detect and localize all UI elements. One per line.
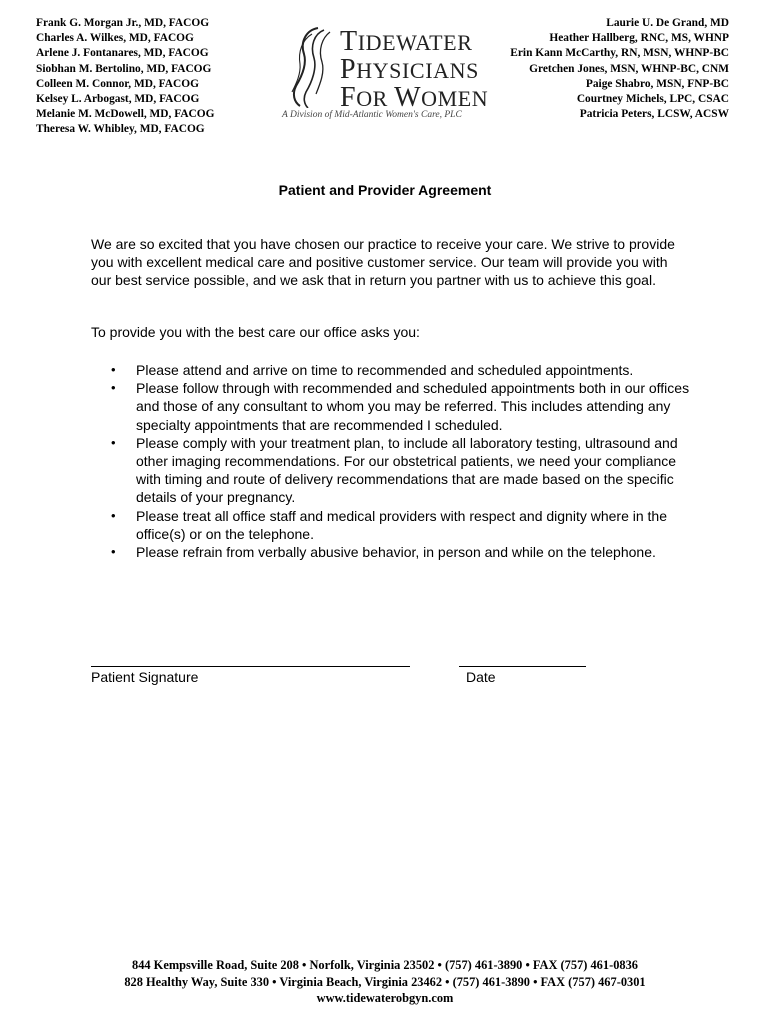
list-item-text: Please refrain from verbally abusive behavior, in person and while on the telephone. bbox=[136, 544, 656, 561]
provider-name: Laurie U. De Grand, MD bbox=[606, 17, 729, 29]
provider-name: Melanie M. McDowell, MD, FACOG bbox=[36, 108, 215, 121]
request-paragraph: To provide you with the best care our office asks you: bbox=[91, 324, 420, 340]
provider-name: Theresa W. Whibley, MD, FACOG bbox=[36, 123, 205, 136]
list-item-text: Please attend and arrive on time to recommended and scheduled appointments. bbox=[136, 362, 634, 378]
signature-label: Patient Signature bbox=[91, 669, 199, 685]
provider-name: Paige Shabro, MSN, FNP-BC bbox=[585, 77, 729, 90]
date-label: Date bbox=[466, 669, 496, 685]
signature-line[interactable] bbox=[91, 666, 410, 667]
provider-name: Heather Hallberg, RNC, MS, WHNP bbox=[549, 32, 729, 45]
practice-logo bbox=[280, 24, 490, 124]
provider-name: Kelsey L. Arbogast, MD, FACOG bbox=[36, 93, 200, 106]
logo-line-3: FOR WOMEN bbox=[340, 82, 489, 113]
footer-contact bbox=[0, 957, 770, 1007]
provider-name: Patricia Peters, LCSW, ACSW bbox=[579, 108, 729, 121]
footer-website: www.tidewaterobgyn.com bbox=[316, 991, 454, 1005]
bullet-icon: • bbox=[111, 362, 116, 377]
bullet-icon: • bbox=[111, 380, 116, 396]
provider-name: Charles A. Wilkes, MD, FACOG bbox=[36, 32, 194, 45]
list-item bbox=[91, 361, 691, 379]
provider-name: Arlene J. Fontanares, MD, FACOG bbox=[36, 47, 209, 60]
footer-address-virginia-beach: 828 Healthy Way, Suite 330 • Virginia Beach, Virginia 23462 • (757) 461-3890 • FAX (757) 467-0301 bbox=[124, 974, 646, 989]
list-item bbox=[91, 507, 691, 543]
providers-left-list bbox=[36, 16, 215, 138]
document-title: Patient and Provider Agreement bbox=[278, 182, 492, 198]
provider-name: Erin Kann McCarthy, RN, MSN, WHNP-BC bbox=[510, 47, 729, 60]
request-list bbox=[91, 361, 691, 561]
bullet-icon: • bbox=[111, 507, 116, 523]
bullet-icon: • bbox=[111, 434, 116, 450]
logo-line-1: TIDEWATER bbox=[340, 26, 473, 57]
provider-name: Gretchen Jones, MSN, WHNP-BC, CNM bbox=[529, 62, 729, 75]
providers-right-list bbox=[510, 16, 729, 122]
list-item-text: Please treat all office staff and medical providers with respect and dignity where in the office(s) or on the telephone. bbox=[136, 507, 667, 542]
footer-address-norfolk: 844 Kempsville Road, Suite 208 • Norfolk, Virginia 23502 • (757) 461-3890 • FAX (757) 461-0836 bbox=[132, 958, 638, 972]
provider-name: Siobhan M. Bertolino, MD, FACOG bbox=[36, 62, 212, 75]
list-item bbox=[91, 543, 691, 561]
provider-name: Courtney Michels, LPC, CSAC bbox=[576, 93, 729, 106]
list-item bbox=[91, 434, 691, 507]
list-item-text: Please follow through with recommended and scheduled appointments both in our offices and those of any consultant to whom you may be referred. This includes attending any specialty appointments that are recommended I scheduled. bbox=[136, 380, 690, 433]
intro-paragraph: We are so excited that you have chosen our practice to receive your care. We strive to provide you with excellent medical care and positive customer service. Our team will provide you with our best service possible, and we ask that in return you partner with us to achieve this goal. bbox=[91, 236, 675, 288]
bullet-icon: • bbox=[111, 544, 116, 560]
logo-line-2: PHYSICIANS bbox=[340, 54, 479, 85]
provider-name: Frank G. Morgan Jr., MD, FACOG bbox=[36, 17, 210, 29]
provider-name: Colleen M. Connor, MD, FACOG bbox=[36, 77, 199, 90]
logo-tagline: A Division of Mid-Atlantic Women's Care, PLC bbox=[282, 110, 462, 120]
date-line[interactable] bbox=[459, 666, 586, 667]
list-item-text: Please comply with your treatment plan, to include all laboratory testing, ultrasound and other imaging recommendations. For our obstetrical patients, we need your compliance with timing and route of delivery recommendations that are made based on the specific details of your pregnancy. bbox=[136, 434, 678, 506]
list-item bbox=[91, 379, 691, 434]
woman-profile-logo-icon bbox=[288, 24, 338, 108]
